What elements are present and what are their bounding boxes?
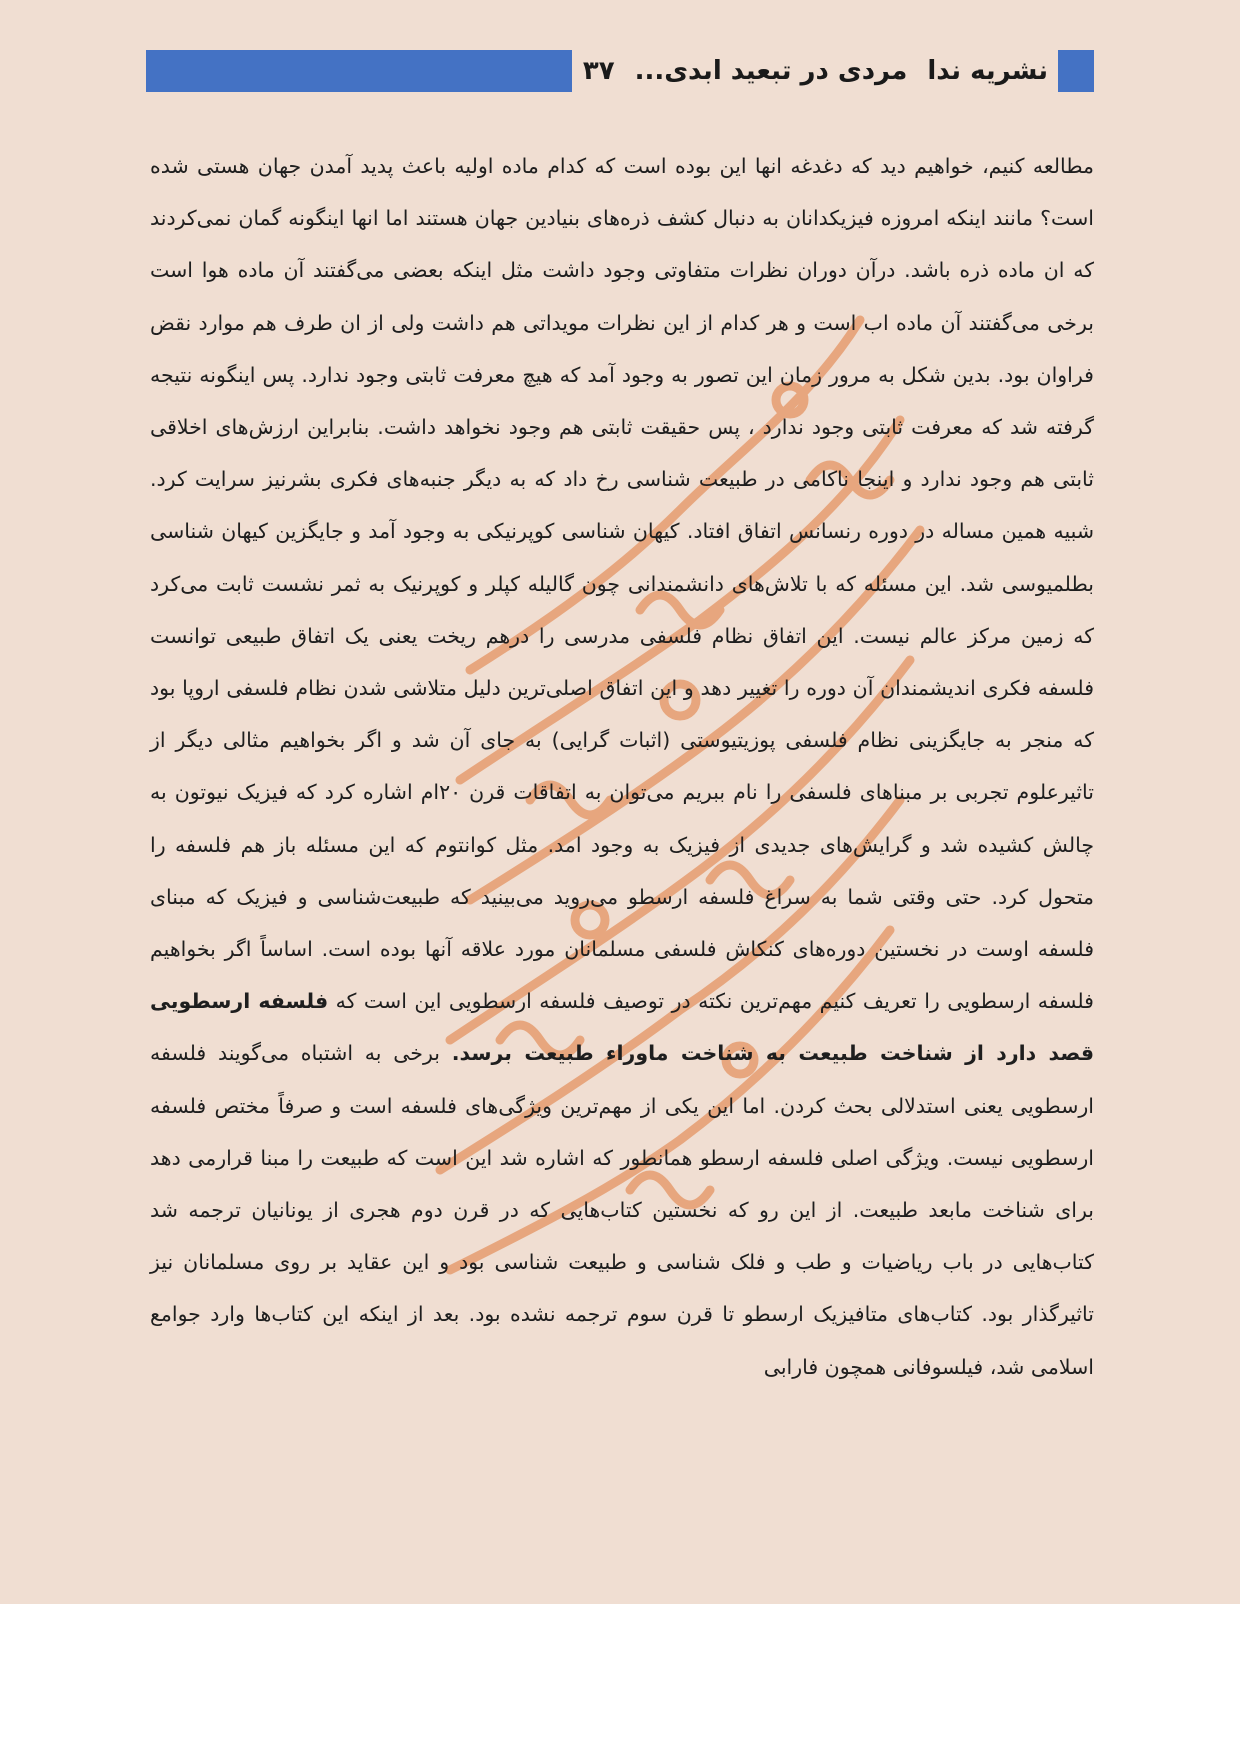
emphasized-sentence: فلسفه ارسطویی قصد دارد از شناخت طبیعت به شناخت ماوراء طبیعت برسد. (150, 989, 1094, 1066)
article-title: مردی در تبعید ابدی... (634, 56, 908, 86)
article-body (150, 140, 1094, 1393)
paragraph-text: مطالعه کنیم، خواهیم دید که دغدغه انها این بوده است که کدام ماده اولیه باعث پدید آمدن جهان هستی شده است؟ مانند اینکه امروزه فیزیکدانان به دنبال کشف ذره‌های بنیادین جهان هستند اما انها اینگونه گمان نمی‌کردند که ان ماده ذره باشد. درآن دوران نظرات متفاوتی وجود داشت مثل اینکه بعضی می‌گفتند آن ماده هوا است برخی می‌گفتند آن ماده اب است و هر کدام از این نظرات مویداتی هم داشت ولی از ان طرف هم موارد نقض فراوان بود. بدین شکل به مرور زمان این تصور به وجود آمد که هیچ معرفت ثابتی وجود ندارد. پس اینگونه نتیجه گرفته شد که معرفت ثابتی وجود ندارد ، پس حقیقت ثابتی هم وجود نخواهد داشت. بنابراین ارزش‌های اخلاقی ثابتی هم وجود ندارد و اینجا ناکامی در طبیعت شناسی رخ داد که به دیگر جنبه‌های فکری بشرنیز سرایت کرد. شبیه همین مساله در دوره رنسانس اتفاق افتاد. کیهان شناسی کوپرنیکی به وجود آمد و جایگزین کیهان شناسی بطلمیوسی شد. این مسئله که با تلاش‌های دانشمندانی چون گالیله کپلر و کوپرنیک به ثمر نشست ثابت می‌کرد که زمین مرکز عالم نیست. این اتفاق نظام فلسفی مدرسی را درهم ریخت یعنی یک اتفاق طبیعی توانست فلسفه فکری اندیشمندان آن دوره را تغییر دهد و این اتفاق اصلی‌ترین دلیل متلاشی شدن نظام فلسفی اروپا بود که منجر به جایگزینی نظام فلسفی پوزیتیوستی (اثبات گرایی) به جای آن شد و اگر بخواهیم مثالی دیگر از تاثیرعلوم تجربی بر مبناهای فلسفی را نام ببریم می‌توان به اتفاقات قرن ۲۰ام اشاره کرد که فیزیک نیوتون به چالش کشیده شد و گرایش‌های جدیدی از فیزیک به وجود امد. مثل کوانتوم که این مسئله باز هم فلسفه را متحول کرد. حتی وقتی شما به سراغ فلسفه ارسطو می‌روید می‌بینید که طبیعت‌شناسی و فیزیک که مبنای فلسفه اوست در نخستین دوره‌های کنکاش فلسفی مسلمانان مورد علاقه آنها بوده است. اساساً اگر بخواهیم فلسفه ارسطویی را تعریف کنیم مهم‌ترین نکته در توصیف فلسفه ارسطویی این است که (150, 154, 1095, 1014)
paragraph (150, 140, 1094, 1393)
paragraph-text-continued: برخی به اشتباه می‌گویند فلسفه ارسطویی یعنی استدلالی بحث کردن. اما این یکی از مهم‌ترین ویژگی‌های فلسفه است و صرفاً مختص فلسفه ارسطویی نیست. ویژگی اصلی فلسفه ارسطو همانطور که اشاره شد این است که طبیعت را مبنا قرارمی دهد برای شناخت مابعد طبیعت. از این رو که نخستین کتاب‌هایی که در قرن دوم هجری از یونانیان ترجمه شد کتاب‌هایی در باب ریاضیات و طب و فلک شناسی و طبیعت شناسی بود و این عقاید بر روی مسلمانان نیز تاثیرگذار بود. کتاب‌های متافیزیک ارسطو تا قرن سوم ترجمه نشده بود. بعد از اینکه این کتاب‌ها وارد جوامع اسلامی شد، فیلسوفانی همچون فارابی (150, 1041, 1094, 1379)
header-accent-bar-right (1058, 50, 1094, 92)
page-number: ۳۷ (582, 56, 615, 86)
header-accent-bar-left (146, 50, 572, 92)
publication-title: نشریه ندا (927, 56, 1048, 86)
running-header (582, 46, 1048, 96)
